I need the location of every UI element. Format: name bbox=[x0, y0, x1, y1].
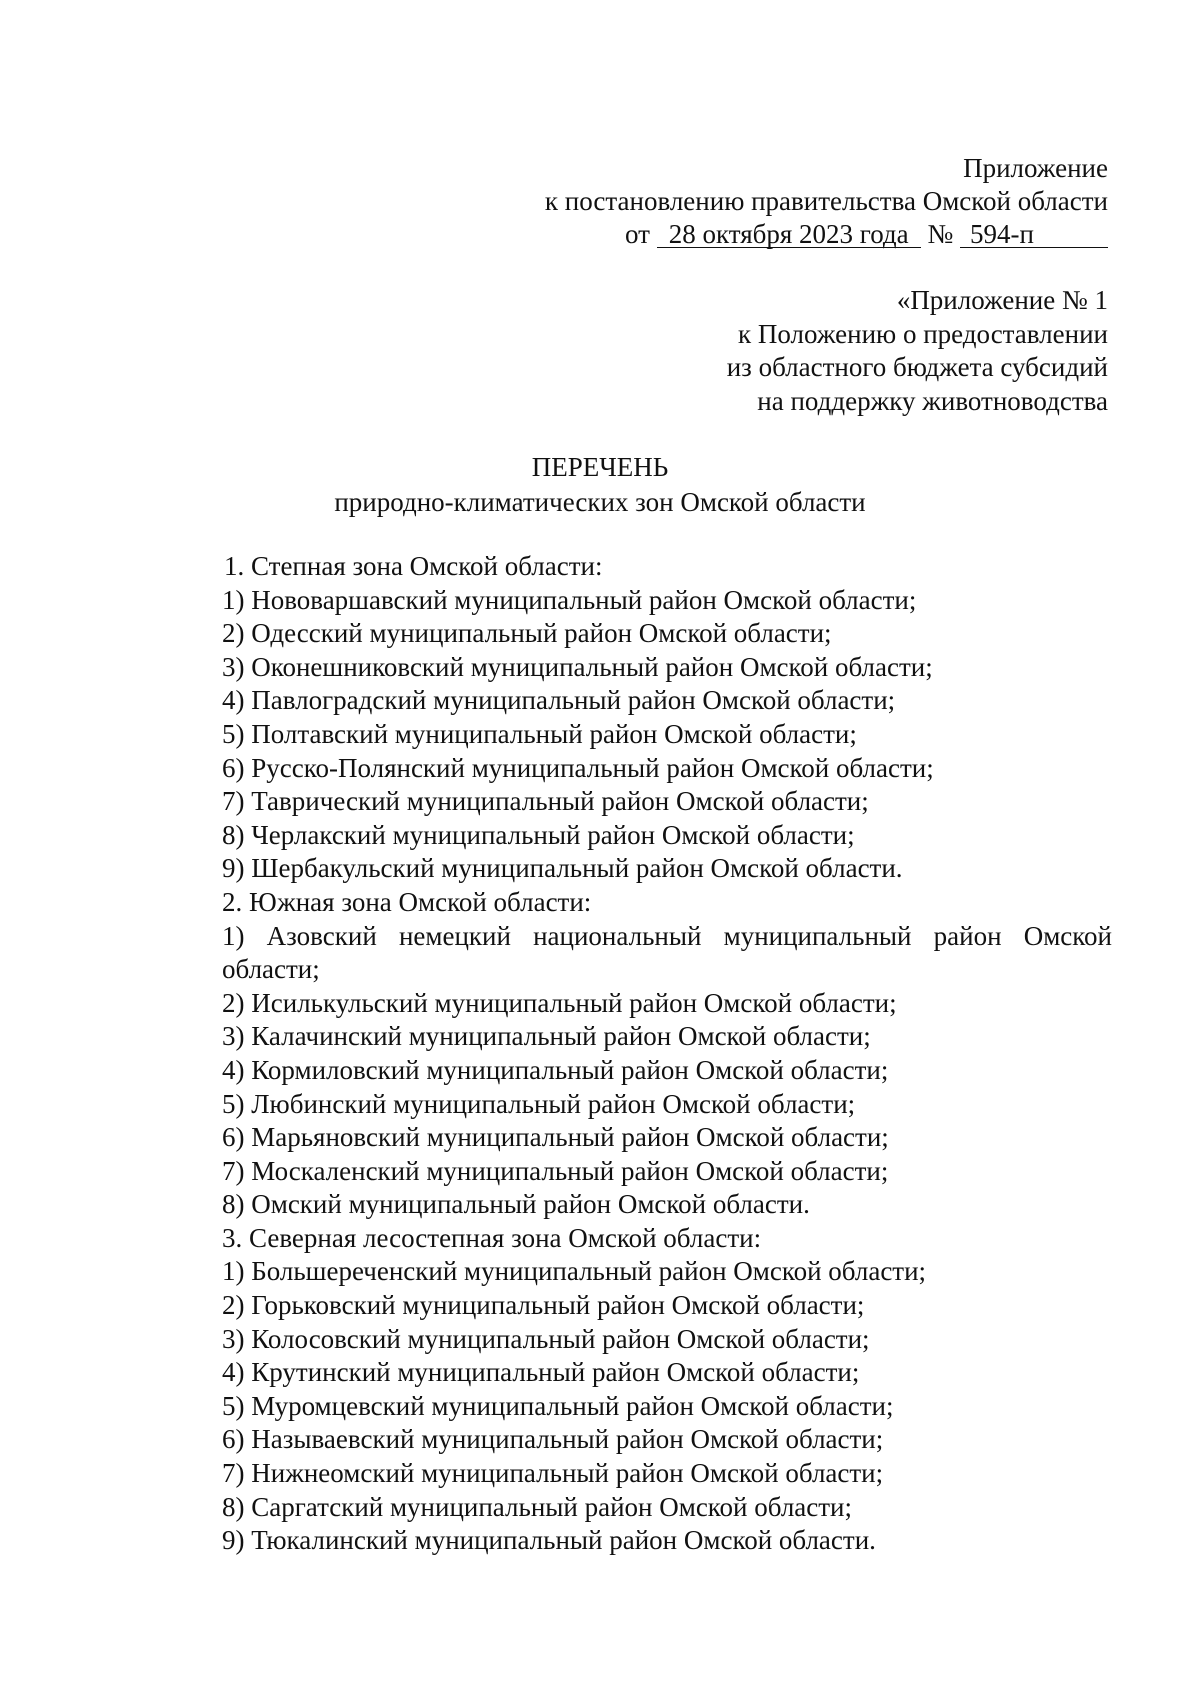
list-item: 9) Шербакульский муниципальный район Омской области. bbox=[222, 853, 903, 884]
list-item: 2) Одесский муниципальный район Омской области; bbox=[222, 618, 832, 649]
list-item: 3) Колосовский муниципальный район Омской области; bbox=[222, 1323, 870, 1354]
list-item: 5) Муромцевский муниципальный район Омской области; bbox=[222, 1390, 894, 1421]
list-item: 8) Черлакский муниципальный район Омской области; bbox=[222, 819, 855, 850]
zones-list bbox=[222, 550, 1112, 1558]
list-item: 2) Исилькульский муниципальный район Омской области; bbox=[222, 987, 897, 1018]
header-date: 28 октября 2023 года bbox=[657, 221, 921, 248]
list-item: 8) Саргатский муниципальный район Омской области; bbox=[222, 1491, 853, 1522]
list-item: 5) Любинский муниципальный район Омской области; bbox=[222, 1088, 856, 1119]
appendix-line: «Приложение № 1 bbox=[896, 285, 1108, 315]
header-appendix-label: Приложение bbox=[963, 153, 1108, 183]
list-item-continuation: области; bbox=[222, 954, 320, 985]
appendix-line: на поддержку животноводства bbox=[757, 385, 1108, 416]
appendix-reference bbox=[727, 284, 1108, 418]
header-date-number-line bbox=[545, 218, 1108, 251]
list-item: 1) Большереченский муниципальный район Омской области; bbox=[222, 1256, 927, 1287]
list-item: 2) Горьковский муниципальный район Омской области; bbox=[222, 1290, 865, 1321]
list-item: 6) Называевский муниципальный район Омской области; bbox=[222, 1424, 884, 1455]
resolution-header bbox=[545, 152, 1108, 251]
list-item: 7) Таврический муниципальный район Омской области; bbox=[222, 786, 869, 817]
list-item: 1) Азовский немецкий национальный муниципальный район Омской bbox=[222, 920, 1112, 951]
appendix-line: к Положению о предоставлении bbox=[738, 318, 1108, 349]
zone-header-steppe: 1. Степная зона Омской области: bbox=[224, 551, 603, 581]
list-item: 4) Павлоградский муниципальный район Омской области; bbox=[222, 685, 896, 716]
list-item: 5) Полтавский муниципальный район Омской области; bbox=[222, 718, 857, 749]
list-item: 7) Нижнеомский муниципальный район Омской области; bbox=[222, 1458, 884, 1489]
list-item: 6) Русско-Полянский муниципальный район Омской области; bbox=[222, 752, 934, 783]
header-date-prefix: от bbox=[625, 219, 650, 249]
zone-header-northern-forest-steppe: 3. Северная лесостепная зона Омской области: bbox=[222, 1222, 762, 1253]
list-item: 8) Омский муниципальный район Омской области. bbox=[222, 1189, 810, 1220]
header-resolution-reference: к постановлению правительства Омской области bbox=[544, 186, 1108, 216]
document-title bbox=[0, 450, 1200, 520]
list-item: 3) Оконешниковский муниципальный район Омской области; bbox=[222, 651, 933, 682]
list-item: 4) Кормиловский муниципальный район Омской области; bbox=[222, 1054, 889, 1085]
list-item: 9) Тюкалинский муниципальный район Омской области. bbox=[222, 1525, 876, 1556]
title-heading: ПЕРЕЧЕНЬ bbox=[531, 452, 669, 482]
header-number: 594-п bbox=[960, 221, 1108, 248]
list-item: 7) Москаленский муниципальный район Омской области; bbox=[222, 1155, 889, 1186]
title-subheading: природно-климатических зон Омской области bbox=[334, 487, 866, 517]
list-item: 6) Марьяновский муниципальный район Омской области; bbox=[222, 1122, 889, 1153]
list-item: 4) Крутинский муниципальный район Омской области; bbox=[222, 1357, 860, 1388]
list-item: 1) Нововаршавский муниципальный район Омской области; bbox=[222, 584, 917, 615]
header-number-sign: № bbox=[927, 219, 954, 249]
list-item: 3) Калачинский муниципальный район Омской области; bbox=[222, 1021, 871, 1052]
appendix-line: из областного бюджета субсидий bbox=[726, 352, 1108, 382]
zone-header-southern: 2. Южная зона Омской области: bbox=[222, 886, 592, 917]
